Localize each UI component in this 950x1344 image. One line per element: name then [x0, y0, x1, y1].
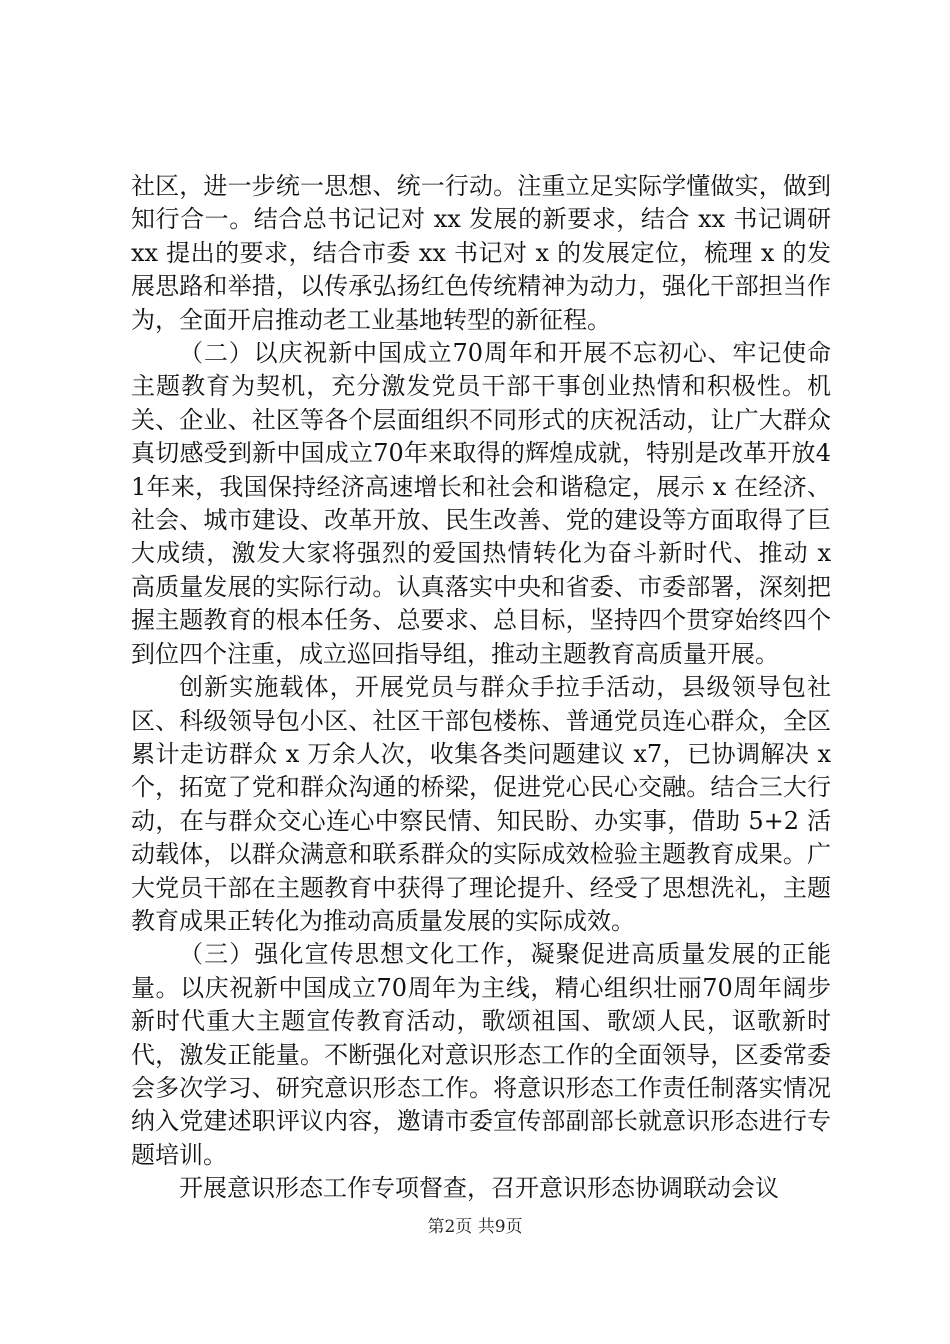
paragraph-section-three: （三）强化宣传思想文化工作，凝聚促进高质量发展的正能量。以庆祝新中国成立70周年为主线，精心组织壮丽70周年阔步新时代重大主题宣传教育活动，歌颂祖国、歌颂人民，讴歌新时代，激发正能量。不断强化对意识形态工作的全面领导，区委常委会多次学习、研究意识形态工作。将意识形态工作责任制落实情况纳入党建述职评议内容，邀请市委宣传部副部长就意识形态进行专题培训。: [131, 940, 831, 1169]
paragraph-continuation: 社区，进一步统一思想、统一行动。注重立足实际学懂做实，做到知行合一。结合总书记记对 xx 发展的新要求，结合 xx 书记调研 xx 提出的要求，结合市委 xx 书记对 x 的发展定位，梳理 x 的发展思路和举措，以传承弘扬红色传统精神为动力，强化干部担当作为，全面开启推动老工业基地转型的新征程。: [131, 172, 831, 334]
paragraph-ideology-inspection: 开展意识形态工作专项督查，召开意识形态协调联动会议: [179, 1174, 779, 1203]
paragraph-innovation: 创新实施载体，开展党员与群众手拉手活动，县级领导包社区、科级领导包小区、社区干部包楼栋、普通党员连心群众，全区累计走访群众 x 万余人次，收集各类问题建议 x7，已协调解决 x 个，拓宽了党和群众沟通的桥梁，促进党心民心交融。结合三大行动，在与群众交心连心中察民情、知民盼、办实事，借助 5+2 活动载体，以群众满意和联系群众的实际成效检验主题教育成果。广大党员干部在主题教育中获得了理论提升、经受了思想洗礼，主题教育成果正转化为推动高质量发展的实际成效。: [131, 673, 831, 935]
paragraph-section-two: （二）以庆祝新中国成立70周年和开展不忘初心、牢记使命主题教育为契机，充分激发党员干部干事创业热情和积极性。机关、企业、社区等各个层面组织不同形式的庆祝活动，让广大群众真切感受到新中国成立70年来取得的辉煌成就，特别是改革开放41年来，我国保持经济高速增长和社会和谐稳定，展示 x 在经济、社会、城市建设、改革开放、民生改善、党的建设等方面取得了巨大成绩，激发大家将强烈的爱国热情转化为奋斗新时代、推动 x 高质量发展的实际行动。认真落实中央和省委、市委部署，深刻把握主题教育的根本任务、总要求、总目标，坚持四个贯穿始终四个到位四个注重，成立巡回指导组，推动主题教育高质量开展。: [131, 339, 831, 668]
page-footer: 第2页 共9页: [427, 1217, 523, 1237]
document-body: [131, 170, 831, 1206]
